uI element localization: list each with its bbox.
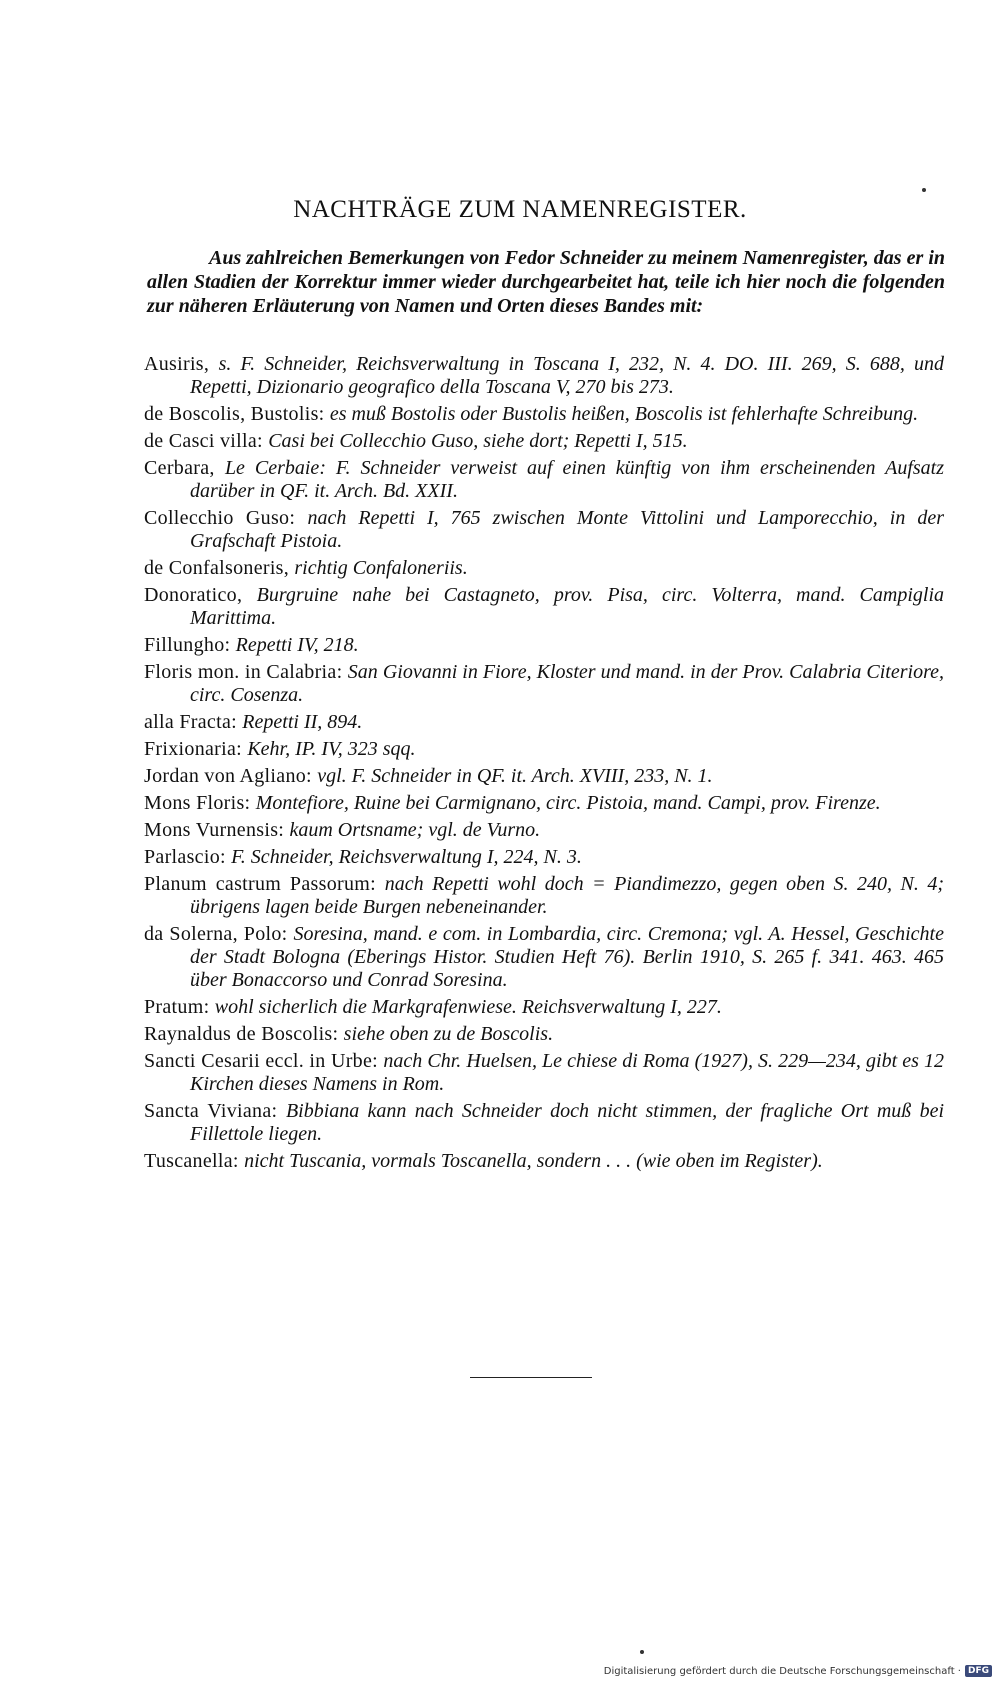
entry-note: Soresina, mand. e com. in Lombardia, circ. Cremona; vgl. A. Hessel, Geschichte der Stadt Bologna (Eberings Histor. Studien Heft 76). Berlin 1910, S. 265 f. 341. 463. 465 über Bonaccorso und Conrad Soresina. — [190, 923, 944, 991]
entry-headword: Sancta Viviana: — [144, 1100, 286, 1122]
entry-headword: alla Fracta: — [144, 711, 243, 733]
register-entry — [144, 996, 944, 1019]
decorative-dot-top — [922, 188, 926, 192]
entry-headword: Sancti Cesarii eccl. in Urbe: — [144, 1050, 384, 1072]
entry-note: Kehr, IP. IV, 323 sqq. — [247, 738, 416, 760]
register-entry — [144, 765, 944, 788]
entry-headword: Mons Vurnensis: — [144, 819, 290, 841]
entry-headword: Pratum: — [144, 996, 215, 1018]
register-entry — [144, 1150, 944, 1173]
entry-headword: Fillungho: — [144, 634, 236, 656]
entry-headword: Cerbara, — [144, 457, 225, 479]
decorative-dot-bottom — [640, 1650, 644, 1654]
entry-note: Repetti IV, 218. — [235, 634, 359, 656]
entry-headword: de Casci villa: — [144, 430, 269, 452]
entry-note: s. F. Schneider, Reichsverwaltung in Toscana I, 232, N. 4. DO. III. 269, S. 688, und Repetti, Dizionario geografico della Toscana V, 270 bis 273. — [190, 353, 944, 398]
entry-headword: Planum castrum Passorum: — [144, 873, 385, 895]
register-entry — [144, 873, 944, 919]
entry-note: wohl sicherlich die Markgrafenwiese. Reichsverwaltung I, 227. — [214, 996, 722, 1018]
register-entry — [144, 403, 944, 426]
footer-text: Digitalisierung gefördert durch die Deutsche Forschungsgemeinschaft · — [603, 1665, 961, 1677]
entry-note: Bibbiana kann nach Schneider doch nicht stimmen, der fragliche Ort muß bei Fillettole liegen. — [190, 1100, 944, 1145]
digitization-footer — [604, 1665, 992, 1677]
register-entry — [144, 353, 944, 399]
entry-note: Repetti II, 894. — [242, 711, 363, 733]
entry-note: richtig Confaloneriis. — [294, 557, 468, 579]
register-entry — [144, 1050, 944, 1096]
entry-headword: Collecchio Guso: — [144, 507, 308, 529]
entry-headword: de Confalsoneris, — [144, 557, 295, 579]
entry-note: Casi bei Collecchio Guso, siehe dort; Repetti I, 515. — [268, 430, 688, 452]
register-entry — [144, 738, 944, 761]
register-entry — [144, 923, 944, 992]
entry-note: nach Chr. Huelsen, Le chiese di Roma (1927), S. 229—234, gibt es 12 Kirchen dieses Namens in Rom. — [190, 1050, 944, 1095]
entry-note: nicht Tuscania, vormals Toscanella, sondern . . . (wie oben im Register). — [244, 1150, 823, 1172]
entry-note: F. Schneider, Reichsverwaltung I, 224, N. 3. — [231, 846, 582, 868]
register-entry — [144, 584, 944, 630]
register-entry — [144, 557, 944, 580]
entry-headword: Tuscanella: — [144, 1150, 245, 1172]
dfg-logo-icon: DFG — [965, 1665, 992, 1677]
section-divider — [470, 1377, 592, 1378]
entry-note: es muß Bostolis oder Bustolis heißen, Boscolis ist fehlerhafte Schreibung. — [329, 403, 919, 425]
register-entry — [144, 1023, 944, 1046]
register-entry — [144, 457, 944, 503]
register-entries — [144, 353, 944, 1177]
register-entry — [144, 819, 944, 842]
entry-headword: Ausiris, — [144, 353, 219, 375]
entry-headword: Jordan von Agliano: — [144, 765, 318, 787]
entry-headword: Mons Floris: — [144, 792, 256, 814]
intro-paragraph: Aus zahlreichen Bemerkungen von Fedor Schneider zu meinem Namenregister, das er in allen Stadien der Korrektur immer wieder durchgearbeitet hat, teile ich hier noch die folgenden zur näheren Erläuterung von Namen und Orten dieses Bandes mit: — [147, 247, 945, 317]
entry-note: nach Repetti wohl doch = Piandimezzo, gegen oben S. 240, N. 4; übrigens lagen beide Burgen nebeneinander. — [190, 873, 945, 918]
entry-note: Burgruine nahe bei Castagneto, prov. Pisa, circ. Volterra, mand. Campiglia Marittima. — [190, 584, 944, 629]
entry-headword: Floris mon. in Calabria: — [144, 661, 348, 683]
entry-note: siehe oben zu de Boscolis. — [343, 1023, 554, 1045]
entry-note: nach Repetti I, 765 zwischen Monte Vittolini und Lamporecchio, in der Grafschaft Pistoia. — [190, 507, 944, 552]
entry-note: San Giovanni in Fiore, Kloster und mand. in der Prov. Calabria Citeriore, circ. Cosenza. — [190, 661, 944, 706]
register-entry — [144, 430, 944, 453]
register-entry — [144, 634, 944, 657]
register-entry — [144, 792, 944, 815]
entry-headword: de Boscolis, Bustolis: — [144, 403, 330, 425]
entry-headword: da Solerna, Polo: — [144, 923, 294, 945]
entry-note: Montefiore, Ruine bei Carmignano, circ. Pistoia, mand. Campi, prov. Firenze. — [255, 792, 881, 814]
entry-headword: Parlascio: — [144, 846, 232, 868]
entry-headword: Raynaldus de Boscolis: — [144, 1023, 344, 1045]
entry-headword: Frixionaria: — [144, 738, 248, 760]
register-entry — [144, 507, 944, 553]
register-entry — [144, 846, 944, 869]
entry-note: Le Cerbaie: F. Schneider verweist auf einen künftig von ihm erscheinenden Aufsatz darüber in QF. it. Arch. Bd. XXII. — [190, 457, 944, 502]
entry-note: vgl. F. Schneider in QF. it. Arch. XVIII, 233, N. 1. — [317, 765, 713, 787]
entry-note: kaum Ortsname; vgl. de Vurno. — [289, 819, 541, 841]
register-entry — [144, 1100, 944, 1146]
entry-headword: Donoratico, — [144, 584, 257, 606]
page-title: NACHTRÄGE ZUM NAMENREGISTER. — [293, 196, 747, 223]
register-entry — [144, 711, 944, 734]
register-entry — [144, 661, 944, 707]
